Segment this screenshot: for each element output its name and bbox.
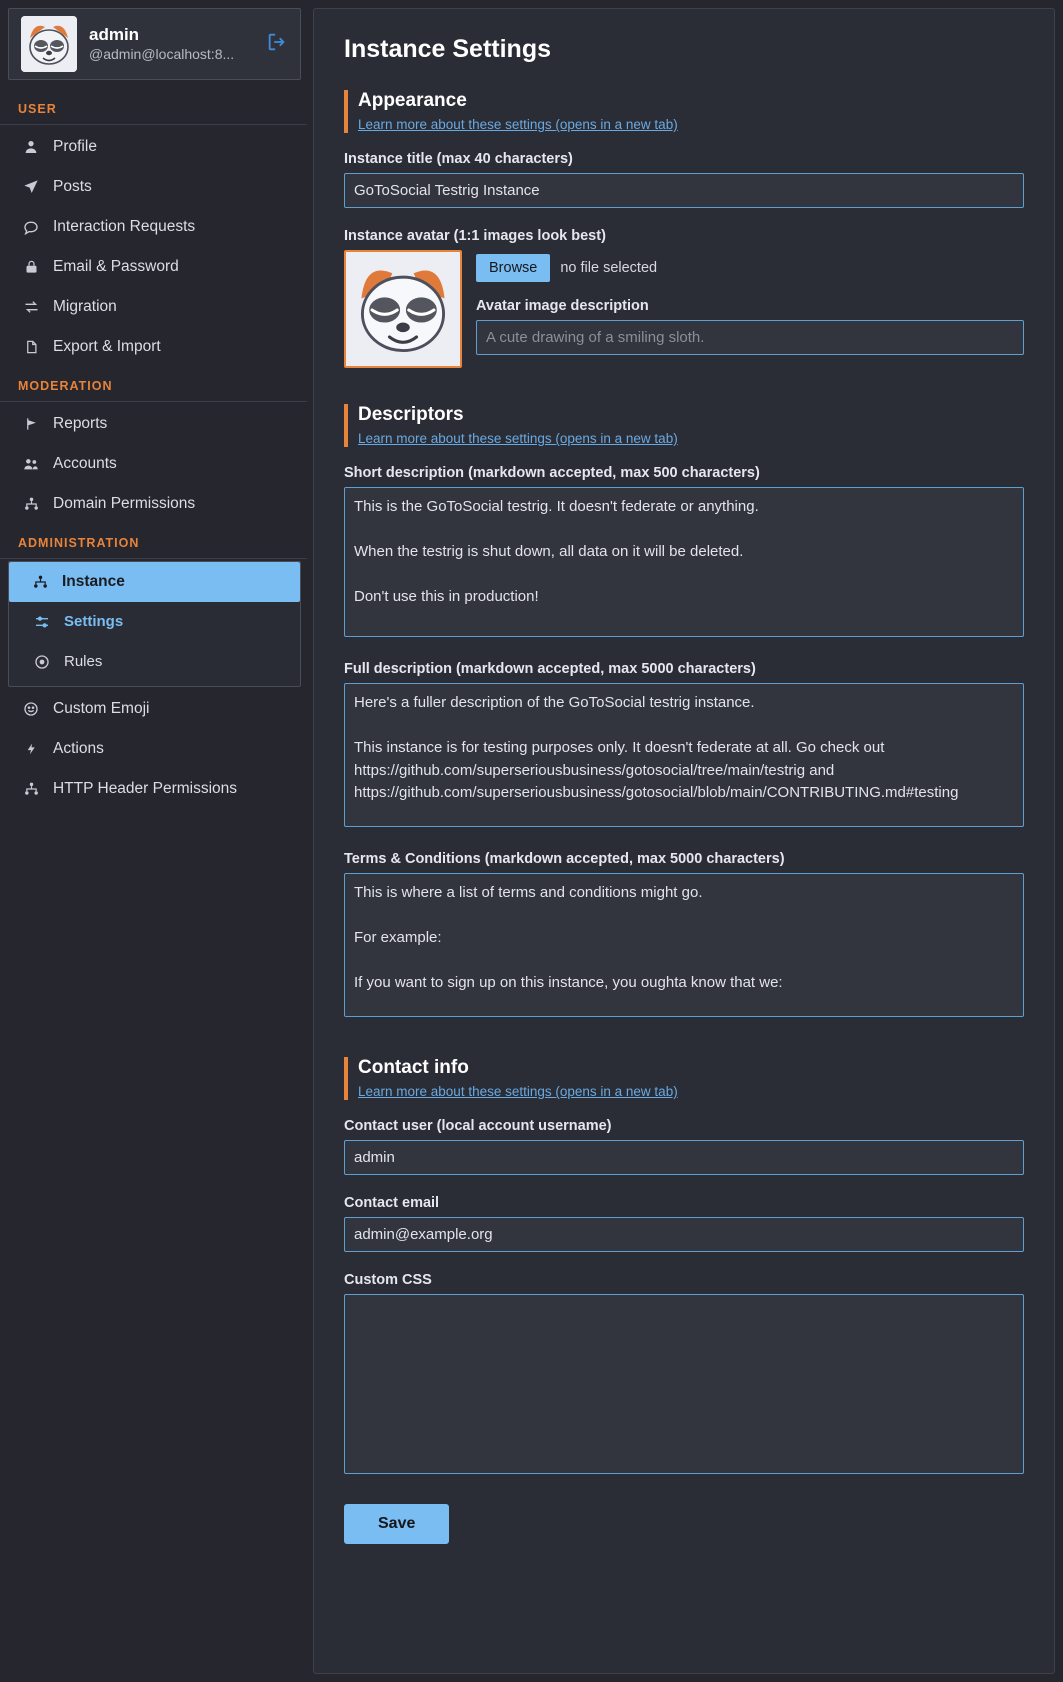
sidebar-item-label: Domain Permissions xyxy=(53,495,196,512)
section-descriptors-header xyxy=(344,404,1024,447)
learn-more-link-descriptors[interactable]: Learn more about these settings (opens in a new tab) xyxy=(358,431,678,446)
section-contact-header xyxy=(344,1057,1024,1100)
learn-more-link-contact[interactable]: Learn more about these settings (opens in a new tab) xyxy=(358,1084,678,1099)
smile-icon xyxy=(22,701,40,717)
sidebar-item-email-password[interactable] xyxy=(0,247,307,287)
browse-button[interactable]: Browse xyxy=(476,254,550,282)
sidebar-item-label: Instance xyxy=(62,573,125,590)
bolt-icon xyxy=(22,741,40,757)
full-description-label: Full description (markdown accepted, max 5000 characters) xyxy=(344,661,756,677)
instance-title-field xyxy=(344,151,1024,208)
sloth-drawing xyxy=(346,252,460,366)
sloth-avatar-icon xyxy=(21,16,77,72)
sidebar xyxy=(0,0,307,1682)
circle-dot-icon xyxy=(33,654,51,670)
terms-conditions-label: Terms & Conditions (markdown accepted, max 5000 characters) xyxy=(344,851,785,867)
terms-conditions-textarea[interactable] xyxy=(344,873,1024,1017)
account-name: admin xyxy=(89,25,140,44)
sidebar-item-label: Custom Emoji xyxy=(53,700,150,717)
instance-title-label: Instance title (max 40 characters) xyxy=(344,151,573,167)
contact-user-input[interactable] xyxy=(344,1140,1024,1175)
sidebar-item-label: Profile xyxy=(53,138,97,155)
save-button[interactable]: Save xyxy=(344,1504,449,1544)
nav-section-title-administration: ADMINISTRATION xyxy=(0,524,307,559)
sidebar-item-label: Settings xyxy=(64,613,124,630)
sidebar-item-custom-emoji[interactable] xyxy=(0,689,307,729)
sidebar-item-export-import[interactable] xyxy=(0,327,307,367)
sidebar-item-label: HTTP Header Permissions xyxy=(53,780,238,797)
instance-avatar-label: Instance avatar (1:1 images look best) xyxy=(344,228,606,244)
sidebar-item-http-header-permissions[interactable] xyxy=(0,769,307,809)
exchange-icon xyxy=(22,299,40,315)
lock-icon xyxy=(22,259,40,275)
sidebar-item-migration[interactable] xyxy=(0,287,307,327)
no-file-selected-label: no file selected xyxy=(560,260,658,276)
sitemap-icon xyxy=(22,781,40,797)
sidebar-item-instance[interactable] xyxy=(9,562,300,602)
sitemap-icon xyxy=(31,574,49,590)
sitemap-icon xyxy=(22,496,40,512)
sidebar-group-instance xyxy=(8,561,301,687)
instance-avatar-preview xyxy=(344,250,462,368)
sidebar-item-interaction-requests[interactable] xyxy=(0,207,307,247)
sidebar-item-profile[interactable] xyxy=(0,127,307,167)
full-description-textarea[interactable] xyxy=(344,683,1024,827)
sidebar-item-label: Accounts xyxy=(53,455,117,472)
user-icon xyxy=(22,139,40,155)
custom-css-label: Custom CSS xyxy=(344,1272,432,1288)
full-description-field xyxy=(344,661,1024,831)
sidebar-item-label: Posts xyxy=(53,178,92,195)
sidebar-item-accounts[interactable] xyxy=(0,444,307,484)
account-card[interactable] xyxy=(8,8,301,80)
custom-css-textarea[interactable] xyxy=(344,1294,1024,1474)
nav-section-title-moderation: MODERATION xyxy=(0,367,307,402)
instance-avatar-field xyxy=(344,228,1024,368)
sidebar-item-label: Reports xyxy=(53,415,108,432)
contact-user-label: Contact user (local account username) xyxy=(344,1118,612,1134)
page-title: Instance Settings xyxy=(344,35,551,63)
account-text xyxy=(89,25,254,63)
sliders-icon xyxy=(33,614,51,630)
custom-css-field xyxy=(344,1272,1024,1478)
flag-icon xyxy=(22,416,40,432)
account-handle: @admin@localhost:8... xyxy=(89,46,235,62)
section-heading: Descriptors xyxy=(358,404,464,425)
sidebar-item-domain-permissions[interactable] xyxy=(0,484,307,524)
short-description-textarea[interactable] xyxy=(344,487,1024,637)
section-heading: Contact info xyxy=(358,1057,469,1078)
avatar-controls xyxy=(476,250,1024,355)
sidebar-admin-rest xyxy=(0,689,307,809)
short-description-field xyxy=(344,465,1024,641)
contact-user-field xyxy=(344,1118,1024,1175)
sidebar-item-settings[interactable] xyxy=(9,602,300,642)
comment-icon xyxy=(22,219,40,235)
avatar-description-input[interactable] xyxy=(476,320,1024,355)
paper-plane-icon xyxy=(22,179,40,195)
sidebar-item-label: Rules xyxy=(64,653,103,670)
nav-section-title-user: USER xyxy=(0,90,307,125)
contact-email-label: Contact email xyxy=(344,1195,440,1211)
sidebar-item-label: Export & Import xyxy=(53,338,161,355)
sidebar-item-posts[interactable] xyxy=(0,167,307,207)
contact-email-input[interactable] xyxy=(344,1217,1024,1252)
file-picker-row xyxy=(476,254,1024,282)
sidebar-item-label: Migration xyxy=(53,298,117,315)
sidebar-item-label: Email & Password xyxy=(53,258,179,275)
learn-more-link-appearance[interactable]: Learn more about these settings (opens in a new tab) xyxy=(358,117,678,132)
file-export-icon xyxy=(22,339,40,355)
avatar-row xyxy=(344,250,1024,368)
users-icon xyxy=(22,456,40,472)
sidebar-item-reports[interactable] xyxy=(0,404,307,444)
terms-conditions-field xyxy=(344,851,1024,1021)
contact-email-field xyxy=(344,1195,1024,1252)
section-appearance-header xyxy=(344,90,1024,133)
sidebar-item-rules[interactable] xyxy=(9,642,300,682)
sidebar-item-label: Interaction Requests xyxy=(53,218,196,235)
sidebar-item-actions[interactable] xyxy=(0,729,307,769)
sidebar-item-label: Actions xyxy=(53,740,104,757)
short-description-label: Short description (markdown accepted, max 500 characters) xyxy=(344,465,760,481)
section-heading: Appearance xyxy=(358,90,467,111)
instance-title-input[interactable] xyxy=(344,173,1024,208)
avatar-description-label: Avatar image description xyxy=(476,298,649,314)
main-panel xyxy=(313,8,1055,1674)
sloth-drawing xyxy=(21,16,77,72)
logout-icon[interactable] xyxy=(266,31,288,57)
